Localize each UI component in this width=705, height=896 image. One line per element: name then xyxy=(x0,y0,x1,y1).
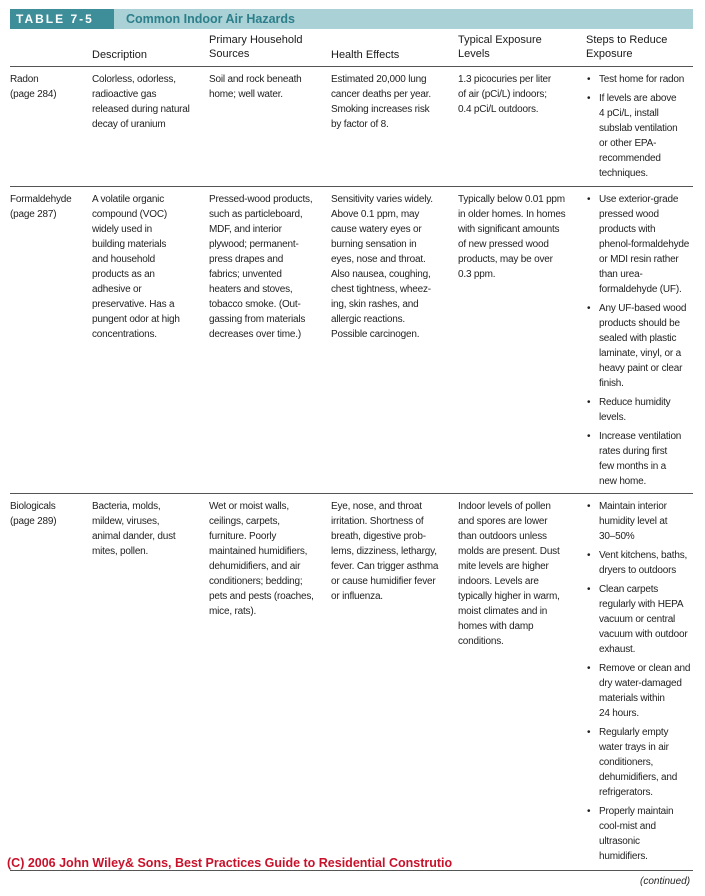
bullet-icon: • xyxy=(587,397,591,408)
step-item: • Clean carpets regularly with HEPA vacuum or central vacuum with outdoor exhaust. xyxy=(587,584,688,655)
step-item: • Regularly empty water trays in air conditioners, dehumidifiers, and refrigerators. xyxy=(587,727,678,798)
step-item: • Properly maintain cool-mist and ultrasonic humidifiers. xyxy=(587,806,674,862)
continued-note: (continued) xyxy=(640,876,691,887)
row-sources: Soil and rock beneath home; well water. xyxy=(209,74,302,100)
bullet-icon: • xyxy=(587,727,591,738)
row-name: Radon (page 284) xyxy=(10,74,57,100)
row-steps-list xyxy=(585,499,700,868)
bullet-icon: • xyxy=(587,501,591,512)
row-rule xyxy=(10,493,693,494)
header-exposure-levels: Typical Exposure Levels xyxy=(458,34,542,60)
step-item: • Maintain interior humidity level at 30–50% xyxy=(587,501,668,542)
step-item: • Increase ventilation rates during first few months in a new home. xyxy=(587,431,682,487)
table-number-label: TABLE 7-5 xyxy=(10,9,114,29)
row-steps-list xyxy=(585,192,700,493)
copyright-credit: (C) 2006 John Wiley& Sons, Best Practices Guide to Residential Construtio xyxy=(7,856,453,870)
row-name: Biologicals (page 289) xyxy=(10,501,57,527)
row-exposure: Typically below 0.01 ppm in older homes. In homes with significant amounts of new pressed wood products, may be over 0.3 ppm. xyxy=(458,194,566,280)
row-steps-list xyxy=(585,72,697,185)
header-sources: Primary Household Sources xyxy=(209,34,303,60)
bullet-icon: • xyxy=(587,584,591,595)
row-description: Bacteria, molds, mildew, viruses, animal dander, dust mites, pollen. xyxy=(92,501,176,557)
row-health-effects: Estimated 20,000 lung cancer deaths per year. Smoking increases risk by factor of 8. xyxy=(331,74,431,130)
step-item: • Reduce humidity levels. xyxy=(587,397,671,423)
header-description: Description xyxy=(92,49,148,61)
row-description: Colorless, odorless, radioactive gas released during natural decay of uranium xyxy=(92,74,190,130)
header-health-effects: Health Effects xyxy=(331,49,400,61)
step-item: • Any UF-based wood products should be sealed with plastic laminate, vinyl, or a heavy paint or clear finish. xyxy=(587,303,687,389)
table-title-banner xyxy=(10,9,693,29)
bullet-icon: • xyxy=(587,74,591,85)
bullet-icon: • xyxy=(587,194,591,205)
header-steps: Steps to Reduce Exposure xyxy=(586,34,668,60)
step-item: • Test home for radon xyxy=(587,74,685,85)
bullet-icon: • xyxy=(587,550,591,561)
bullet-icon: • xyxy=(587,663,591,674)
row-name: Formaldehyde (page 287) xyxy=(10,194,72,220)
step-item: • Use exterior-grade pressed wood products with phenol-formaldehyde or MDI resin rather than urea- formaldehyde (UF). xyxy=(587,194,690,295)
table-bottom-rule xyxy=(10,870,693,871)
table-title: Common Indoor Air Hazards xyxy=(126,12,295,26)
bullet-icon: • xyxy=(587,431,591,442)
step-item: • If levels are above 4 pCi/L, install subslab ventilation or other EPA- recommended techniques. xyxy=(587,93,678,179)
row-health-effects: Eye, nose, and throat irritation. Shortness of breath, digestive prob- lems, dizziness, lethargy, fever. Can trigger asthma or cause humidifier fever or influenza. xyxy=(331,501,439,602)
row-rule xyxy=(10,186,693,187)
step-item: • Remove or clean and dry water-damaged materials within 24 hours. xyxy=(587,663,691,719)
row-health-effects: Sensitivity varies widely. Above 0.1 ppm, may cause watery eyes or burning sensation in eyes, nose and throat. Also nausea, coughing, chest tightness, wheez- ing, skin rashes, and allergic reactions. Possible carcinogen. xyxy=(331,194,433,340)
step-item: • Vent kitchens, baths, dryers to outdoors xyxy=(587,550,688,576)
bullet-icon: • xyxy=(587,303,591,314)
header-rule xyxy=(10,66,693,67)
row-description: A volatile organic compound (VOC) widely used in building materials and household products as an adhesive or preservative. Has a pungent odor at high concentrations. xyxy=(92,194,180,340)
row-exposure: Indoor levels of pollen and spores are lower than outdoors unless molds are present. Dust mite levels are higher indoors. Levels are typically higher in warm, moist climates and in homes with damp conditions. xyxy=(458,501,560,647)
bullet-icon: • xyxy=(587,806,591,817)
row-sources: Pressed-wood products, such as particleboard, MDF, and interior plywood; permanent- press drapes and fabrics; unvented heaters and stoves, tobacco smoke. (Out- gassing from materials decreases over time.) xyxy=(209,194,313,340)
bullet-icon: • xyxy=(587,93,591,104)
row-exposure: 1.3 picocuries per liter of air (pCi/L) indoors; 0.4 pCi/L outdoors. xyxy=(458,74,552,115)
row-sources: Wet or moist walls, ceilings, carpets, furniture. Poorly maintained humidifiers, dehumidifiers, and air conditioners; bedding; pets and pests (roaches, mice, rats). xyxy=(209,501,314,617)
